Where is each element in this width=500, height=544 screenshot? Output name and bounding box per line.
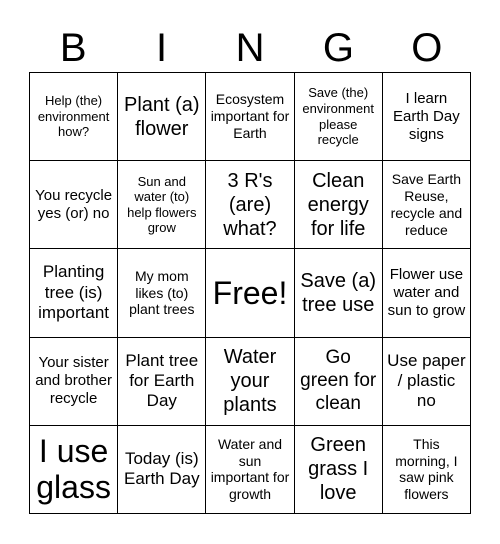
bingo-cell[interactable]: Your sister and brother recycle: [30, 338, 118, 426]
bingo-cell[interactable]: Planting tree (is) important: [30, 249, 118, 337]
header-letter-n: N: [235, 26, 265, 70]
header-letter-o: O: [411, 26, 443, 70]
bingo-cell[interactable]: Ecosystem important for Earth: [206, 73, 294, 161]
bingo-cell[interactable]: Clean energy for life: [295, 161, 383, 249]
bingo-cell[interactable]: Green grass I love: [295, 426, 383, 514]
bingo-cell[interactable]: Plant (a) flower: [118, 73, 206, 161]
bingo-cell[interactable]: This morning, I saw pink flowers: [383, 426, 471, 514]
bingo-cell[interactable]: Water your plants: [206, 338, 294, 426]
bingo-cell[interactable]: Go green for clean: [295, 338, 383, 426]
bingo-cell[interactable]: Flower use water and sun to grow: [383, 249, 471, 337]
header-letter-g: G: [322, 26, 354, 70]
bingo-cell[interactable]: You recycle yes (or) no: [30, 161, 118, 249]
bingo-cell[interactable]: 3 R's (are) what?: [206, 161, 294, 249]
bingo-cell[interactable]: I use glass: [30, 426, 118, 514]
bingo-cell[interactable]: My mom likes (to) plant trees: [118, 249, 206, 337]
bingo-free-space[interactable]: Free!: [206, 249, 294, 337]
header-letter-i: I: [156, 26, 168, 70]
bingo-header: [29, 24, 471, 72]
bingo-cell[interactable]: Water and sun important for growth: [206, 426, 294, 514]
header-letter-b: B: [59, 26, 87, 70]
bingo-cell[interactable]: Save (a) tree use: [295, 249, 383, 337]
bingo-cell[interactable]: Plant tree for Earth Day: [118, 338, 206, 426]
bingo-cell[interactable]: Sun and water (to) help flowers grow: [118, 161, 206, 249]
bingo-cell[interactable]: Save Earth Reuse, recycle and reduce: [383, 161, 471, 249]
bingo-cell[interactable]: I learn Earth Day signs: [383, 73, 471, 161]
bingo-card-grid: [29, 72, 471, 514]
bingo-cell[interactable]: Help (the) environment how?: [30, 73, 118, 161]
bingo-cell[interactable]: Today (is) Earth Day: [118, 426, 206, 514]
bingo-cell[interactable]: Save (the) environment please recycle: [295, 73, 383, 161]
bingo-cell[interactable]: Use paper / plastic no: [383, 338, 471, 426]
